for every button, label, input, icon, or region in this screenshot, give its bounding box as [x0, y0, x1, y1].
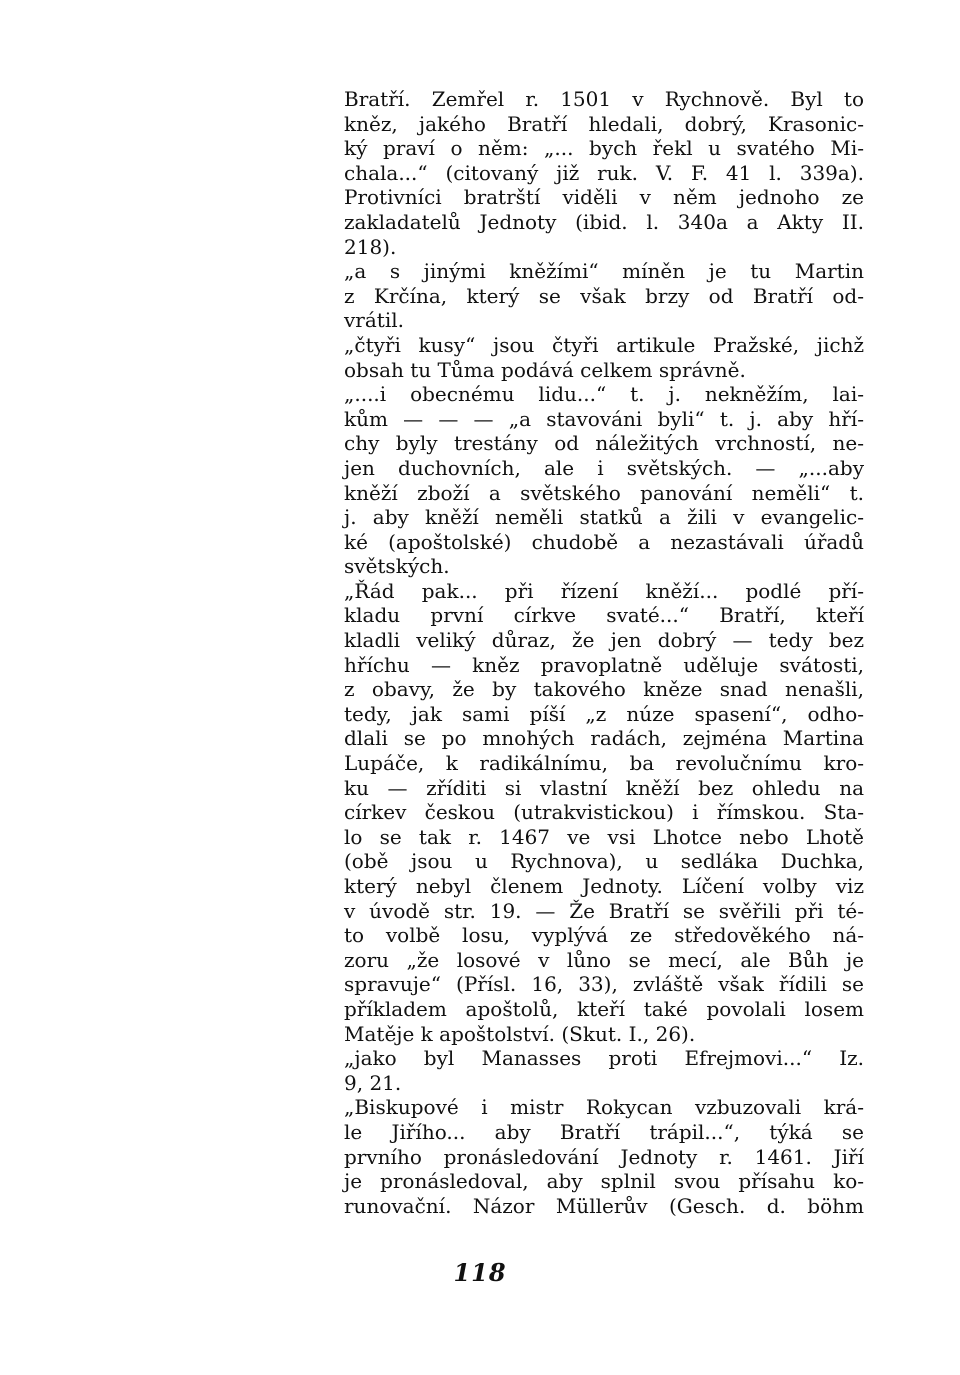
text-line: jen duchovních, ale i světských. — „...aby [344, 455, 864, 480]
text-line: „Řád pak... při řízení kněží... podlé pří- [344, 578, 864, 603]
text-line: kněz, jakého Bratří hledali, dobrý, Krasonic- [344, 111, 864, 136]
text-line: hříchu — kněz pravoplatně uděluje svátosti, [344, 652, 864, 677]
text-line: ké (apoštolské) chudobě a nezastávali úřadů [344, 529, 864, 554]
text-line: ku — zříditi si vlastní kněží bez ohledu na [344, 775, 864, 800]
text-line: prvního pronásledování Jednoty r. 1461. Jiří [344, 1144, 864, 1169]
text-line: (obě jsou u Rychnova), u sedláka Duchka, [344, 849, 864, 874]
text-line: zakladatelů Jednoty (ibid. l. 340a a Akty II. [344, 209, 864, 234]
text-line: „....i obecnému lidu...“ t. j. nekněžím, lai- [344, 382, 864, 407]
text-line: příkladem apoštolů, kteří také povolali losem [344, 996, 864, 1021]
text-line: to volbě losu, vyplývá ze středověkého ná- [344, 923, 864, 948]
text-line: Protivníci bratrští viděli v něm jednoho ze [344, 185, 864, 210]
text-line: vrátil. [344, 308, 404, 333]
text-line: je pronásledoval, aby splnil svou přísahu ko- [344, 1169, 864, 1194]
text-line: Matěje k apoštolství. (Skut. I., 26). [344, 1021, 696, 1046]
text-line: „jako byl Manasses proti Efrejmovi...“ Iz. [344, 1046, 864, 1071]
text-line: z obavy, že by takového kněze snad nenašli, [344, 677, 864, 702]
text-line: z Krčína, který se však brzy od Bratří od- [344, 283, 864, 308]
text-line: kladli veliký důraz, že jen dobrý — tedy bez [344, 628, 864, 653]
text-line: spravuje“ (Přísl. 16, 33), zvláště však řídili se [344, 972, 864, 997]
text-line: chy byly trestány od náležitých vrchností, ne- [344, 431, 864, 456]
text-line: „čtyři kusy“ jsou čtyři artikule Pražské, jichž [344, 332, 864, 357]
text-line: kům — — — „a stavováni byli“ t. j. aby hří- [344, 406, 864, 431]
text-line: chala...“ (citovaný již ruk. V. F. 41 l. 339a). [344, 160, 864, 185]
text-line: „a s jinými kněžími“ míněn je tu Martin [344, 259, 864, 284]
text-line: kněží zboží a světského panování neměli“ t. [344, 480, 864, 505]
text-line: církev českou (utrakvistickou) i římskou. Sta- [344, 800, 864, 825]
text-line: obsah tu Tůma podává celkem správně. [344, 357, 746, 382]
text-line: zoru „že losové v lůno se mecí, ale Bůh je [344, 947, 864, 972]
text-line: „Biskupové i mistr Rokycan vzbuzovali krá- [344, 1095, 864, 1120]
text-line: ký praví o něm: „... bych řekl u svatého Mi- [344, 136, 864, 161]
text-line: světských. [344, 554, 450, 579]
text-line: který nebyl členem Jednoty. Líčení volby viz [344, 874, 864, 898]
text-line: Lupáče, k radikálnímu, ba revolučnímu kro- [344, 751, 864, 776]
text-line: le Jiřího... aby Bratří trápil...“, týká se [344, 1119, 864, 1144]
text-line: 218). [344, 234, 397, 259]
text-line: v úvodě str. 19. — Že Bratří se svěřili při té- [344, 898, 864, 923]
text-line: Bratří. Zemřel r. 1501 v Rychnově. Byl to [344, 87, 864, 111]
text-line: dlali se po mnohých radách, zejména Martina [344, 726, 864, 751]
text-line: j. aby kněží neměli statků a žili v evangelic- [344, 505, 864, 530]
page-number: 118 [453, 1258, 507, 1287]
text-line: lo se tak r. 1467 ve vsi Lhotce nebo Lhotě [344, 824, 864, 849]
text-line: 9, 21. [344, 1070, 402, 1095]
text-line: kladu první církve svaté...“ Bratří, kteří [344, 603, 864, 628]
text-line: runovační. Názor Müllerův (Gesch. d. böhm [344, 1193, 864, 1218]
body-text [344, 87, 864, 1218]
text-line: tedy, jak sami píší „z núze spasení“, odho- [344, 701, 864, 726]
